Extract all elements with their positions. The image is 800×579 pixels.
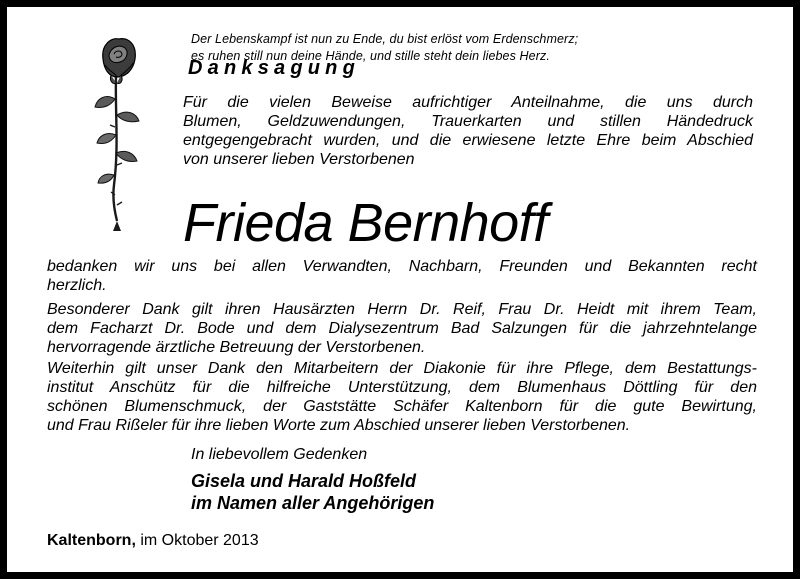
- memory-line: In liebevollem Gedenken: [191, 446, 368, 463]
- paragraph-line: herzlich.: [47, 277, 107, 294]
- intro-line: Blumen, Geldzuwendungen, Trauerkarten und stillen Händedruck: [183, 113, 753, 130]
- signer-relation: im Namen aller Angehörigen: [191, 493, 435, 513]
- signer-names: Gisela und Harald Hoßfeld: [191, 471, 417, 491]
- paragraph-line: Besonderer Dank gilt ihren Hausärzten Herrn Dr. Reif, Frau Dr. Heidt mit ihrem Team,: [47, 301, 757, 318]
- intro-text: [183, 93, 753, 169]
- paragraph-line: und Frau Rißeler für ihre lieben Worte zum Abschied unserer lieben Verstorbenen.: [47, 417, 631, 434]
- deceased-name: Frieda Bernhoff: [183, 193, 548, 253]
- place-date: [47, 532, 259, 550]
- paragraph-line: hervorragende ärztliche Betreuung der Verstorbenen.: [47, 339, 426, 356]
- date-text: im Oktober 2013: [140, 532, 259, 549]
- paragraph-line: Weiterhin gilt unser Dank den Mitarbeitern der Diakonie für ihre Pflege, dem Bestattungs-: [47, 360, 757, 377]
- intro-line: entgegengebracht wurden, und die erwiesene letzte Ehre beim Abschied: [183, 132, 753, 149]
- paragraph-line: institut Anschütz für die hilfreiche Unterstützung, dem Blumenhaus Döttling für den: [47, 379, 757, 396]
- paragraph-line: bedanken wir uns bei allen Verwandten, Nachbarn, Freunden und Bekannten recht: [47, 258, 757, 275]
- paragraph-line: schönen Blumenschmuck, der Gaststätte Schäfer Kaltenborn für die gute Bewirtung,: [47, 398, 757, 415]
- thanks-paragraph-2: [47, 300, 757, 357]
- rose-icon: [89, 35, 149, 235]
- intro-line: Für die vielen Beweise aufrichtiger Anteilnahme, die uns durch: [183, 94, 753, 111]
- heading-danksagung: Danksagung: [188, 57, 361, 79]
- verse-line-2: es ruhen still nun deine Hände, und stille steht dein liebes Herz.: [191, 49, 550, 63]
- intro-line: von unserer lieben Verstorbenen: [183, 151, 415, 168]
- verse-line-1: Der Lebenskampf ist nun zu Ende, du bist erlöst vom Erdenschmerz;: [191, 32, 579, 46]
- thanks-paragraph-1: [47, 257, 757, 295]
- place-name: Kaltenborn,: [47, 532, 136, 549]
- paragraph-line: dem Facharzt Dr. Bode und dem Dialysezentrum Bad Salzungen für die jahrzehntelange: [47, 320, 757, 337]
- thanks-paragraph-3: [47, 359, 757, 435]
